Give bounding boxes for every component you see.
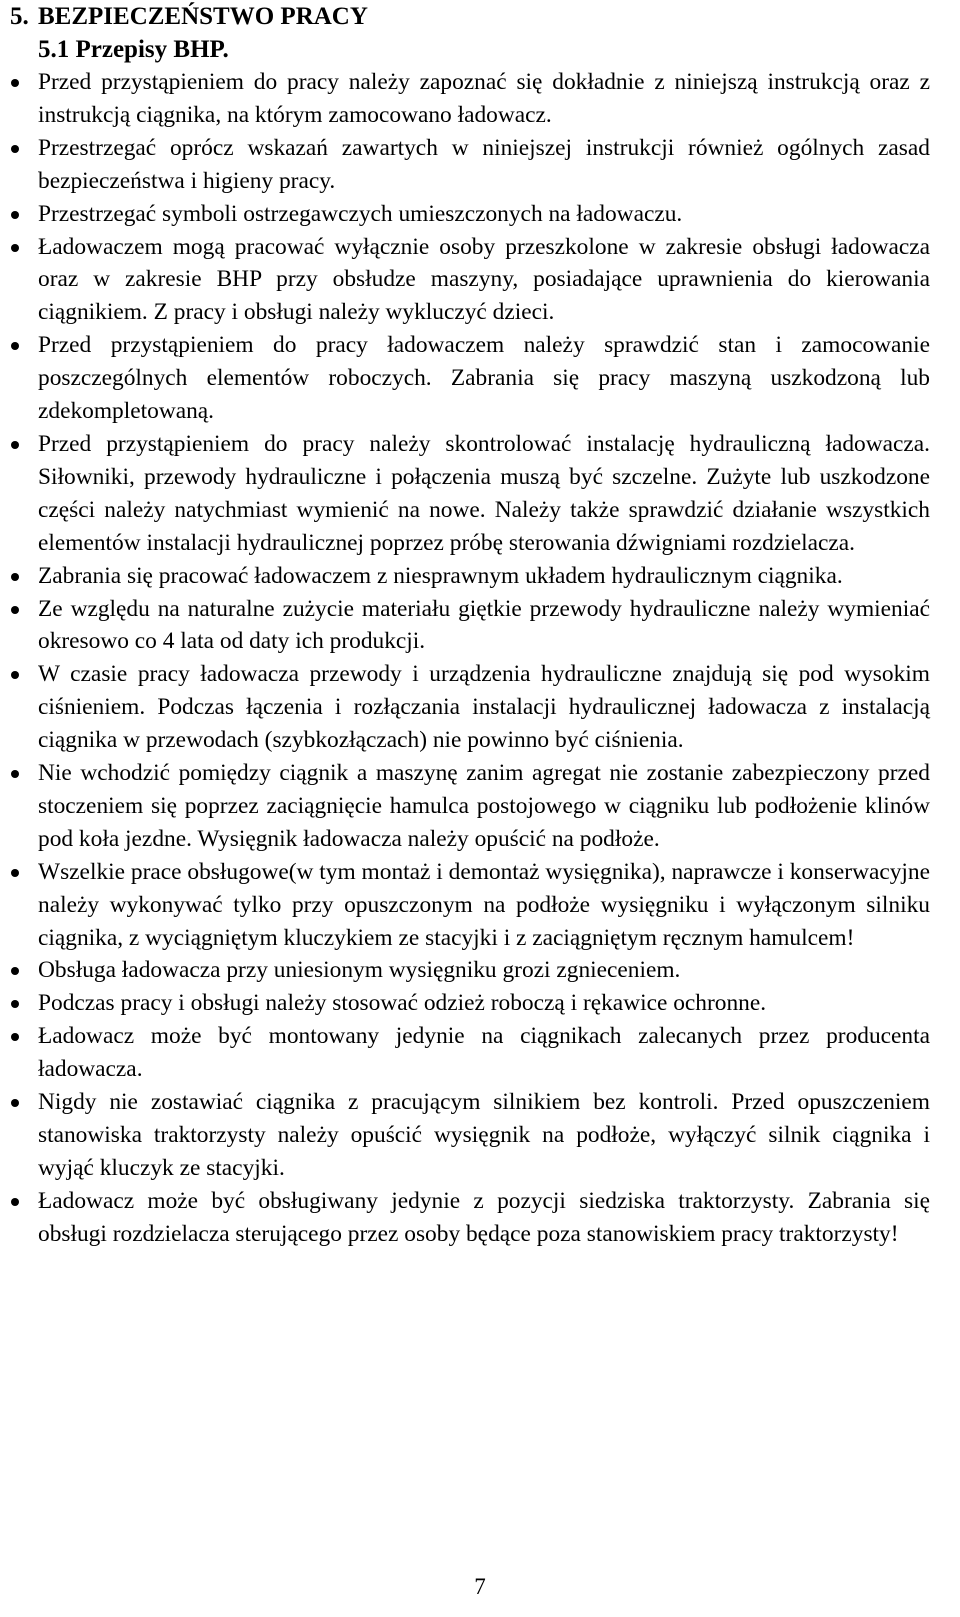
bullet-icon: [11, 967, 19, 975]
safety-rule-item: [0, 198, 930, 231]
safety-rule-item: [0, 560, 930, 593]
section-number: 5.: [10, 3, 29, 30]
safety-rule-text: Przestrzegać symboli ostrzegawczych umieszczonych na ładowaczu.: [38, 200, 683, 227]
safety-rule-text: Nigdy nie zostawiać ciągnika z pracującym silnikiem bez kontroli. Przed opuszczeniem stanowiska traktorzysty należy opuścić wysięgnik na podłoże, wyłączyć silnik ciągnika i wyjąć kluczyk ze stacyjki.: [38, 1089, 930, 1181]
safety-rule-item: [0, 1020, 930, 1086]
safety-rule-item: [0, 757, 930, 856]
bullet-icon: [11, 1033, 19, 1041]
safety-rule-text: W czasie pracy ładowacza przewody i urządzenia hydrauliczne znajdują się pod wysokim ciśnieniem. Podczas łączenia i rozłączania instalacji hydraulicznej ładowacza z instalacją ciągnika w przewodach (szybkozłączach) nie powinno być ciśnienia.: [38, 661, 930, 754]
safety-rule-item: [0, 658, 930, 757]
section-title: BEZPIECZEŃSTWO PRACY: [38, 3, 368, 30]
bullet-icon: [11, 244, 19, 252]
safety-rule-text: Wszelkie prace obsługowe(w tym montaż i demontaż wysięgnika), naprawcze i konserwacyjne należy wykonywać tylko przy opuszczonym na podłoże wysięgniku i wyłączonym silniku ciągnika, z wyciągniętym kluczykiem ze stacyjki i z zaciągniętym ręcznym hamulcem!: [38, 858, 930, 951]
safety-rule-item: [0, 856, 930, 955]
section-heading: [10, 3, 368, 31]
safety-rule-item: [0, 954, 930, 987]
safety-rule-text: Ładowaczem mogą pracować wyłącznie osoby przeszkolone w zakresie obsługi ładowacza oraz w zakresie BHP przy obsłudze maszyny, posiadające uprawnienia do kierowania ciągnikiem. Z pracy i obsługi należy wykluczyć dzieci.: [38, 233, 930, 326]
bullet-icon: [11, 606, 19, 614]
safety-rule-item: [0, 1185, 930, 1251]
bullet-icon: [11, 342, 19, 350]
safety-rule-text: Przestrzegać oprócz wskazań zawartych w niniejszej instrukcji również ogólnych zasad bezpieczeństwa i higieny pracy.: [38, 134, 930, 194]
bullet-icon: [11, 145, 19, 153]
safety-rule-text: Ładowacz może być montowany jedynie na ciągnikach zalecanych przez producenta ładowacza.: [38, 1023, 930, 1083]
safety-rule-item: [0, 593, 930, 659]
safety-rule-item: [0, 66, 930, 132]
bullet-icon: [11, 869, 19, 877]
bullet-icon: [11, 1198, 19, 1206]
page-number: 7: [474, 1574, 486, 1599]
safety-rule-item: [0, 231, 930, 330]
safety-rule-item: [0, 428, 930, 560]
safety-rule-text: Ze względu na naturalne zużycie materiału giętkie przewody hydrauliczne należy wymieniać okresowo co 4 lata od daty ich produkcji.: [38, 595, 930, 655]
safety-rule-text: Nie wchodzić pomiędzy ciągnik a maszynę zanim agregat nie zostanie zabezpieczony przed stoczeniem się poprzez zaciągnięcie hamulca postojowego w ciągniku lub podłożenie klinów pod koła jezdne. Wysięgnik ładowacza należy opuścić na podłoże.: [38, 760, 930, 852]
bullet-icon: [11, 79, 19, 87]
bullet-icon: [11, 1000, 19, 1008]
bullet-icon: [11, 770, 19, 778]
safety-rule-item: [0, 987, 930, 1020]
safety-rule-item: [0, 329, 930, 428]
bullet-icon: [11, 671, 19, 679]
safety-rule-item: [0, 132, 930, 198]
bullet-icon: [11, 211, 19, 219]
bullet-icon: [11, 441, 19, 449]
safety-rule-text: Przed przystąpieniem do pracy ładowaczem należy sprawdzić stan i zamocowanie poszczególnych elementów roboczych. Zabrania się pracy maszyną uszkodzoną lub zdekompletowaną.: [38, 332, 930, 425]
safety-rule-text: Zabrania się pracować ładowaczem z niesprawnym układem hydraulicznym ciągnika.: [38, 562, 843, 589]
bullet-icon: [11, 1099, 19, 1107]
safety-rule-text: Przed przystąpieniem do pracy należy skontrolować instalację hydrauliczną ładowacza. Siłowniki, przewody hydrauliczne i połączenia muszą być szczelne. Zużyte lub uszkodzone części należy natychmiast wymienić na nowe. Należy także sprawdzić działanie wszystkich elementów instalacji hydraulicznej poprzez próbę sterowania dźwigniami rozdzielacza.: [38, 430, 930, 556]
safety-rules-list: [0, 66, 930, 1251]
safety-rule-item: [0, 1086, 930, 1185]
safety-rule-text: Obsługa ładowacza przy uniesionym wysięgniku grozi zgnieceniem.: [38, 957, 681, 984]
safety-rule-text: Ładowacz może być obsługiwany jedynie z pozycji siedziska traktorzysty. Zabrania się obsługi rozdzielacza sterującego przez osoby będące poza stanowiskiem pracy traktorzysty!: [38, 1187, 930, 1247]
bullet-icon: [11, 573, 19, 581]
safety-rule-text: Podczas pracy i obsługi należy stosować odzież roboczą i rękawice ochronne.: [38, 990, 767, 1017]
safety-rule-text: Przed przystąpieniem do pracy należy zapoznać się dokładnie z niniejszą instrukcją oraz z instrukcją ciągnika, na którym zamocowano ładowacz.: [38, 69, 930, 128]
subsection-heading: 5.1 Przepisy BHP.: [38, 36, 229, 63]
